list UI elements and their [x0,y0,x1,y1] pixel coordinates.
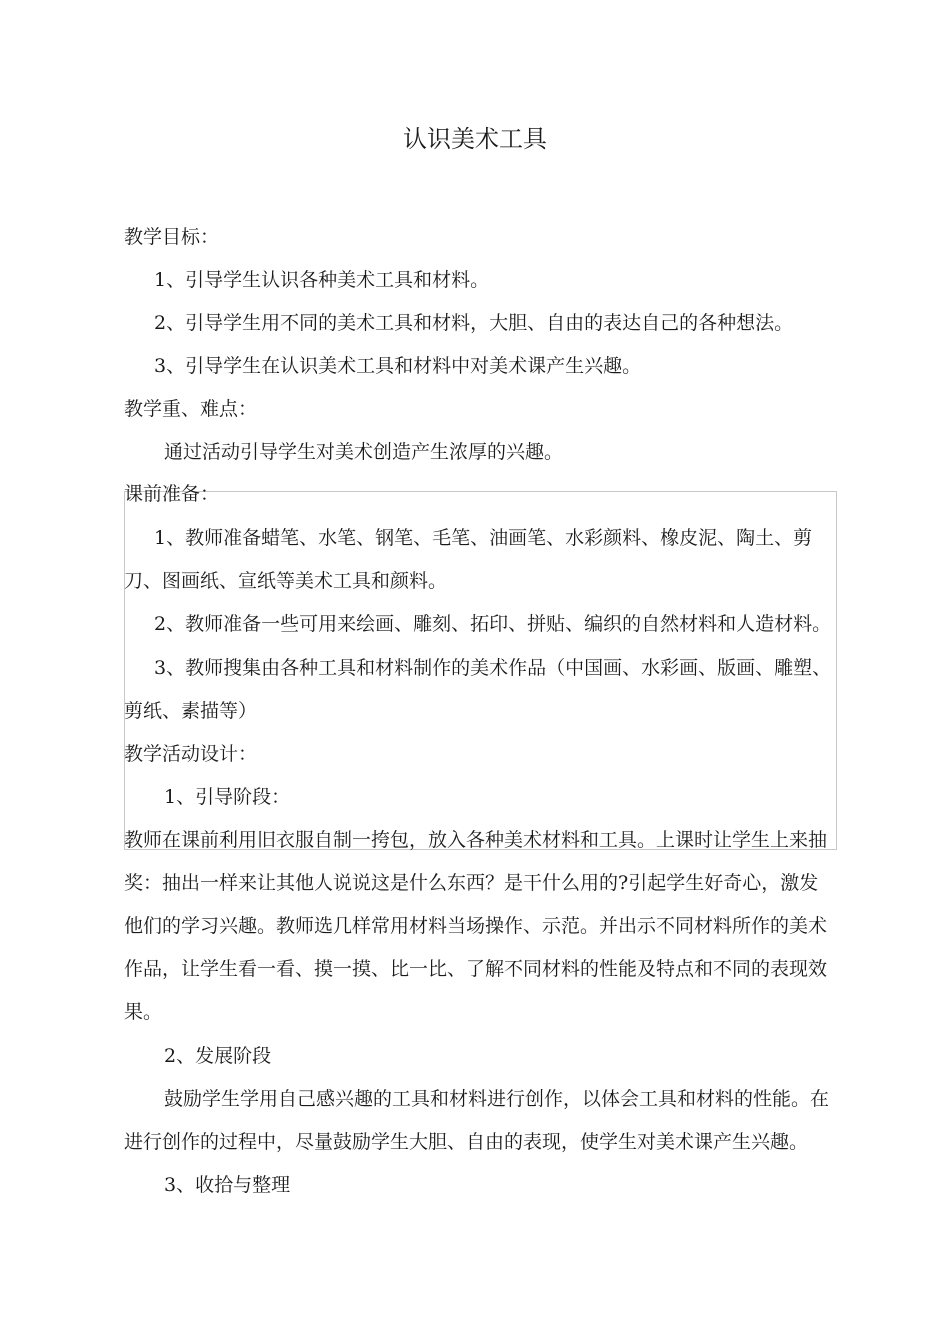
goal-item-3: 3、引导学生在认识美术工具和材料中对美术课产生兴趣。 [154,355,642,377]
page-title: 认识美术工具 [403,125,547,153]
stage-1-line-1: 教师在课前利用旧衣服自制一挎包，放入各种美术材料和工具。上课时让学生上来抽 [124,829,828,851]
activity-heading: 教学活动设计： [124,743,258,765]
stage-1-label: 1、引导阶段： [164,786,291,808]
stage-1-line-2: 奖：抽出一样来让其他人说说这是什么东西？是干什么用的?引起学生好奇心，激发 [124,872,819,894]
key-points-heading: 教学重、难点： [124,398,258,420]
stage-2-label: 2、发展阶段 [164,1045,272,1067]
key-points-text: 通过活动引导学生对美术创造产生浓厚的兴趣。 [164,441,564,463]
goal-item-2: 2、引导学生用不同的美术工具和材料，大胆、自由的表达自己的各种想法。 [154,312,794,334]
stage-3-label: 3、收拾与整理 [164,1174,291,1196]
prep-item-1-line-2: 刀、图画纸、宣纸等美术工具和颜料。 [124,570,448,592]
prep-item-3-line-2: 剪纸、素描等） [124,700,258,722]
goals-heading: 教学目标： [124,226,220,248]
stage-2-line-2: 进行创作的过程中，尽量鼓励学生大胆、自由的表现，使学生对美术课产生兴趣。 [124,1131,809,1153]
stage-1-line-4: 作品，让学生看一看、摸一摸、比一比、了解不同材料的性能及特点和不同的表现效 [124,958,828,980]
prep-item-2: 2、教师准备一些可用来绘画、雕刻、拓印、拼贴、编织的自然材料和人造材料。 [154,613,832,635]
stage-2-line-1: 鼓励学生学用自己感兴趣的工具和材料进行创作，以体会工具和材料的性能。在 [164,1088,830,1110]
prep-heading: 课前准备： [124,483,220,505]
stage-1-line-3: 他们的学习兴趣。教师选几样常用材料当场操作、示范。并出示不同材料所作的美术 [124,915,828,937]
prep-item-1-line-1: 1、教师准备蜡笔、水笔、钢笔、毛笔、油画笔、水彩颜料、橡皮泥、陶土、剪 [154,527,813,549]
goal-item-1: 1、引导学生认识各种美术工具和材料。 [154,269,490,291]
prep-item-3-line-1: 3、教师搜集由各种工具和材料制作的美术作品（中国画、水彩画、版画、雕塑、 [154,657,832,679]
stage-1-line-5: 果。 [124,1001,163,1023]
